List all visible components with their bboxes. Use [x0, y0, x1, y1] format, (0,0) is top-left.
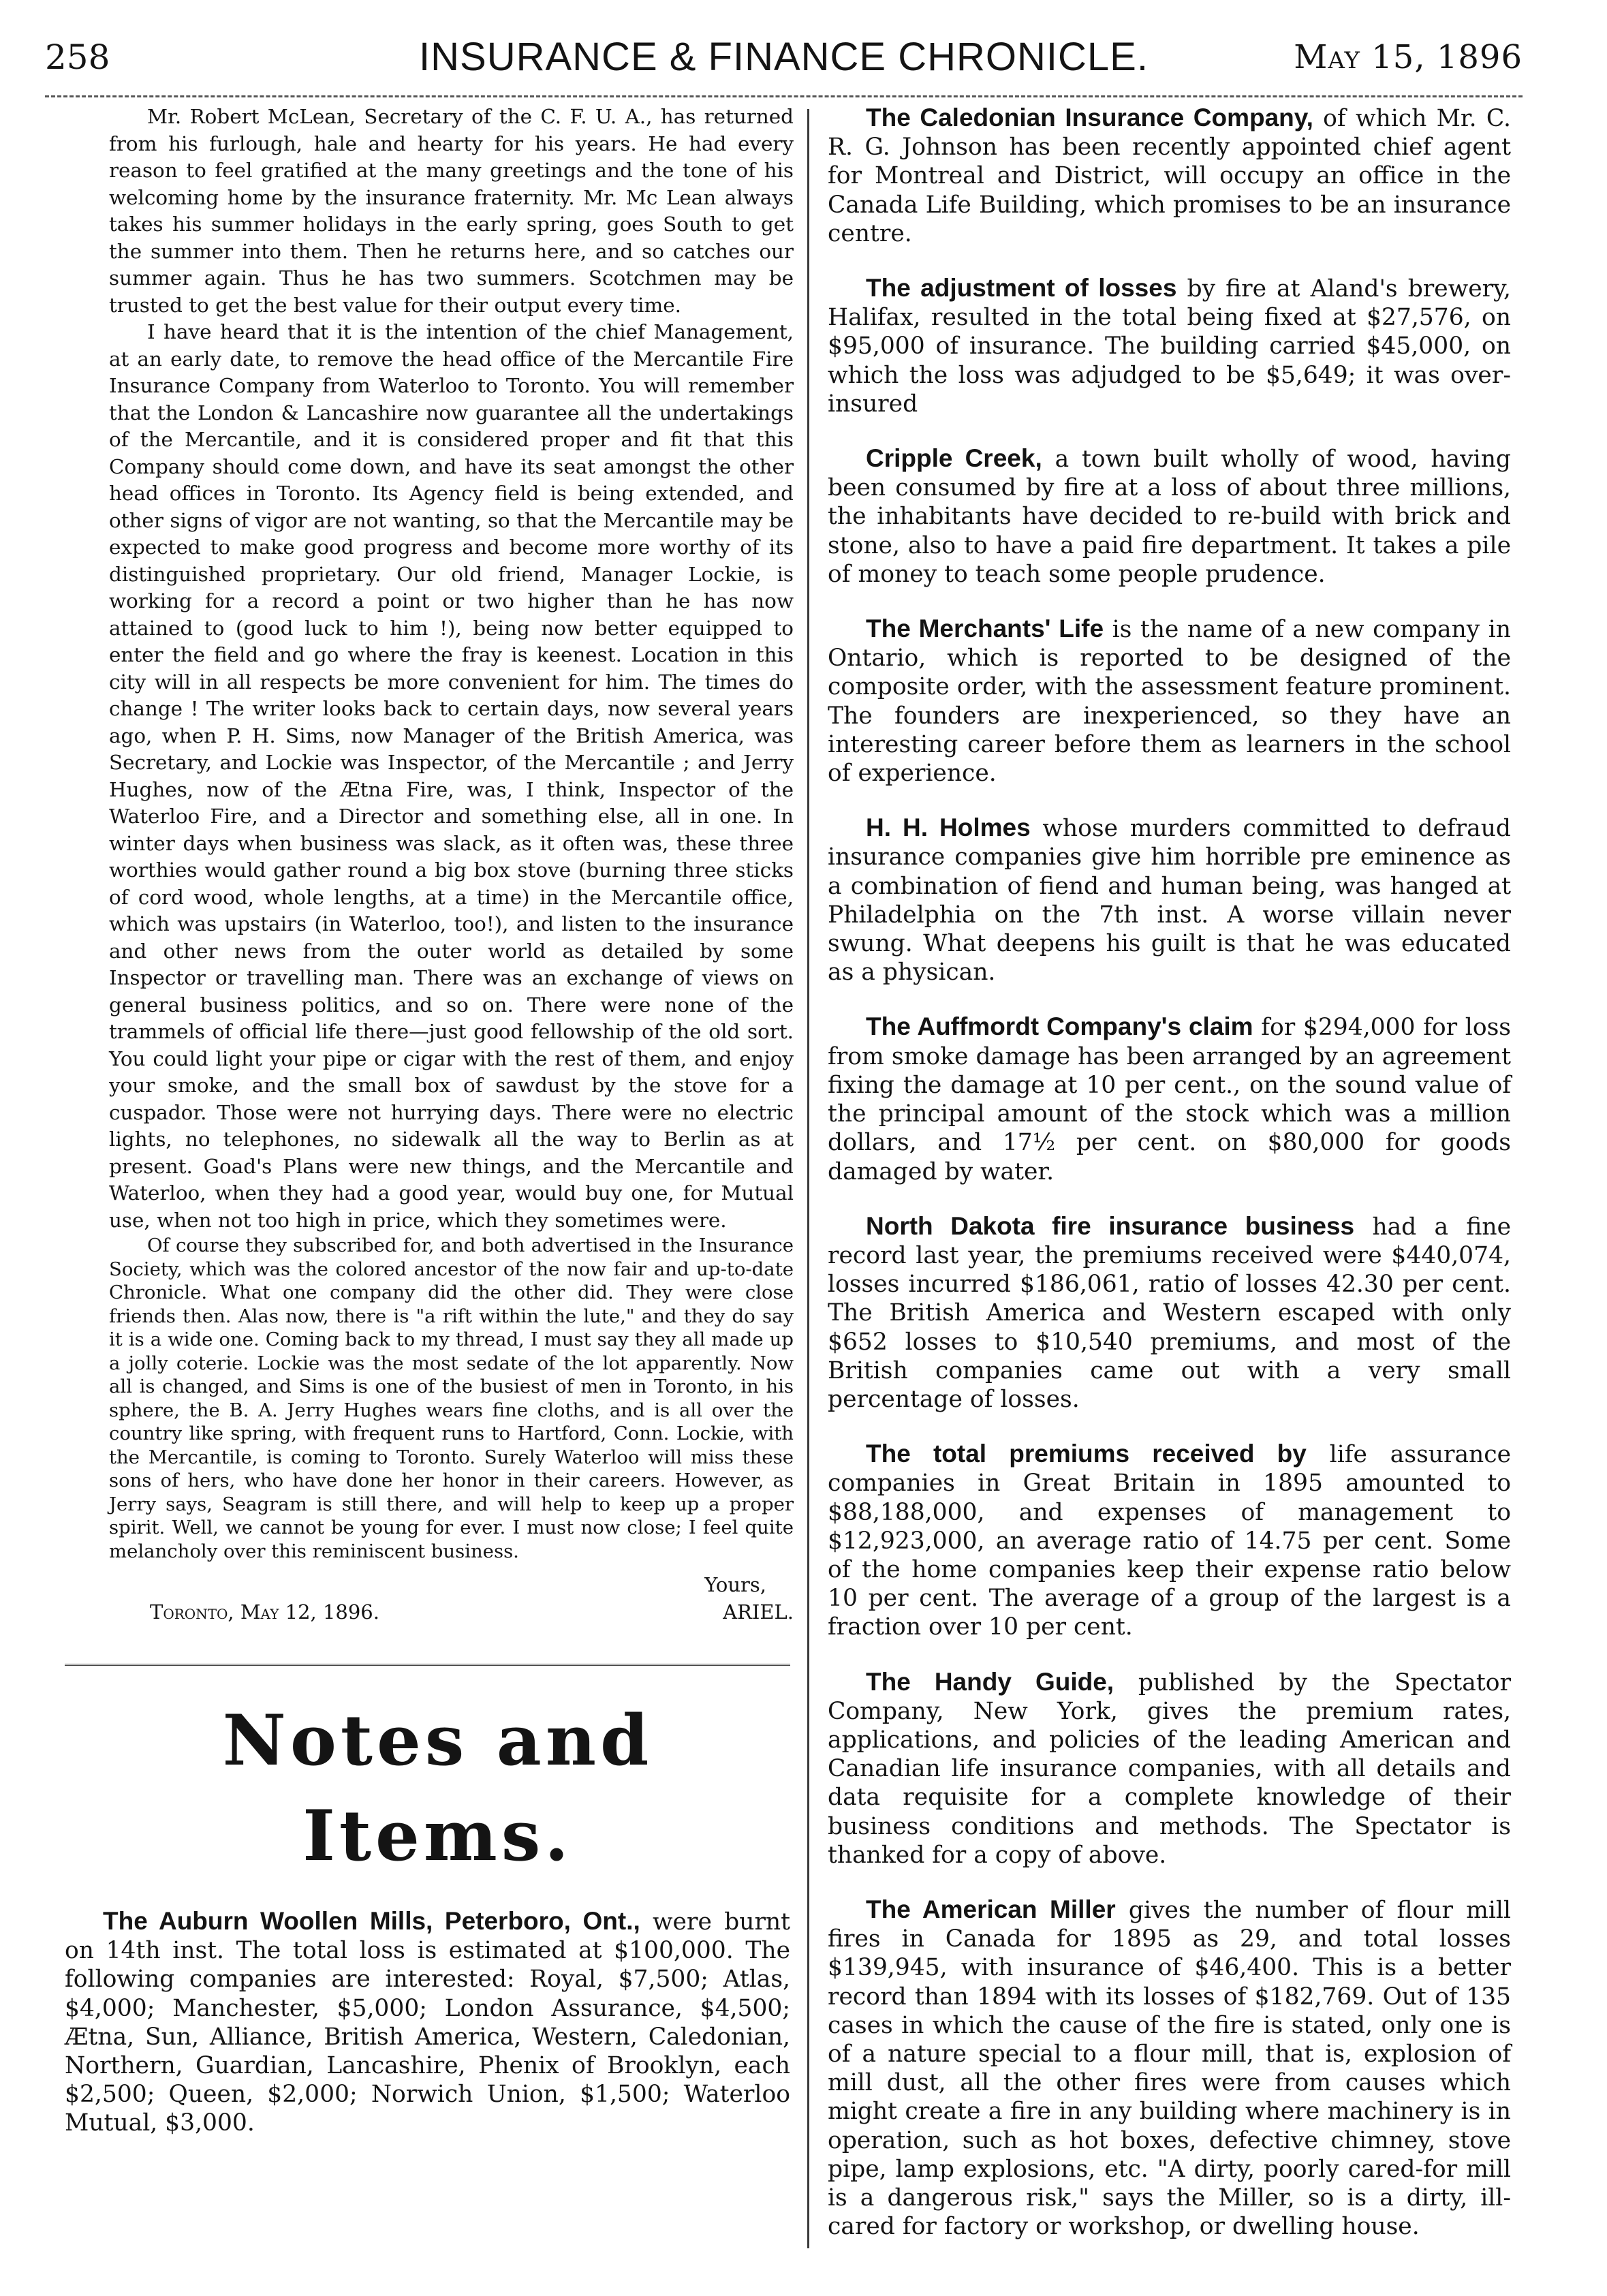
left-column — [65, 104, 794, 2138]
right-column — [828, 104, 1511, 2241]
news-item-lead: The Merchants' Life — [866, 615, 1104, 643]
news-item-text: had a fine record last year, the premiums received were $440,074, losses incurred $186,061, ratio of losses 42.30 per cent. The British America and Western escaped with only $652 losses to $10,540 premiums, and most of the British companies came out with a very small percentage of losses. — [828, 1213, 1512, 1413]
section-title: Notes and Items. — [222, 1700, 653, 1877]
news-item-text: of which Mr. C. R. G. Johnson has been recently appointed chief agent for Montreal and District, will occupy an office in the Canada Life Building, which promises to be an insurance centre. — [828, 105, 1511, 247]
letter — [109, 104, 794, 1626]
news-item-lead: The Handy Guide, — [866, 1667, 1114, 1696]
publication-title: INSURANCE & FINANCE CHRONICLE. — [419, 35, 1149, 79]
letter-signature: ARIEL. — [723, 1600, 794, 1624]
news-item-text: were burnt on 14th inst. The total loss is estimated at $100,000. The following companies are interested: Royal, $7,500; Atlas, $4,000; Manchester, $5,000; London Assurance, $4,500; Ætna, Sun, Alliance, British America, Western, Caledonian, Northern, Guardian, Lancashire, Phenix of Brooklyn, each $2,500; Queen, $2,000; Norwich Union, $1,500; Waterloo Mutual, $3,000. — [65, 1908, 791, 2137]
page-number: 258 — [45, 37, 110, 77]
news-item — [828, 1668, 1511, 1870]
column-divider — [807, 109, 809, 2248]
news-item — [828, 444, 1511, 589]
news-item-lead: Cripple Creek, — [866, 444, 1042, 473]
news-item-lead: The total premiums received by — [866, 1440, 1307, 1468]
news-item — [828, 1012, 1511, 1185]
news-item-text: published by the Spectator Company, New York, gives the premium rates, applications, and policies of the leading American and Canadian life insurance companies, with all details and data requisite for a complete knowledge of their business conditions and methods. The Spectator is thanked for a copy of above. — [828, 1669, 1511, 1869]
news-item — [828, 1440, 1511, 1641]
section-rule — [65, 1664, 790, 1666]
letter-signature-row — [109, 1598, 794, 1626]
issue-date: May 15, 1896 — [1294, 38, 1523, 76]
news-item — [828, 615, 1511, 788]
news-item-text: whose murders committed to defraud insurance companies give him horrible pre eminence as a combination of fiend and human being, was hanged at Philadelphia on the 7th inst. A worse villain never swung. What deepens his guilt is that he was educated as a physican. — [828, 815, 1511, 987]
letter-dateline: Toronto, May 12, 1896. — [150, 1600, 379, 1624]
letter-paragraph-small: Of course they subscribed for, and both advertised in the Insurance Society, which was the colored ancestor of the now fair and up-to-date Chronicle. What one company did the other did. They were close friends then. Alas now, there is "a rift within the lute," and they do say it is a wide one. Coming back to my thread, I must say they all made up a jolly coterie. Lockie was the most sedate of the lot apparently. Now all is changed, and Sims is one of the busiest of men in Toronto, in his sphere, the B. A. Jerry Hughes wears fine cloths, and is all over the country like spring, with frequent runs to Hartford, Conn. Lockie, with the Mercantile, is coming to Toronto. Surely Waterloo will miss these sons of hers, who have done her honor in their careers. However, as Jerry says, Seagram is still there, and will help to keep up a proper spirit. Well, we cannot be young for ever. I must now close; I feel quite melancholy over this reminiscent business. — [109, 1235, 794, 1562]
news-item — [828, 274, 1511, 418]
news-item-lead: The American Miller — [866, 1895, 1116, 1923]
news-item — [828, 813, 1511, 987]
news-item-text: a town built wholly of wood, having been consumed by fire at a loss of about three millions, the inhabitants have decided to re-build with brick and stone, also to have a paid fire department. It takes a pile of money to teach some people prudence. — [828, 446, 1512, 588]
news-item — [828, 1212, 1511, 1414]
news-item — [828, 104, 1511, 248]
page-header — [45, 26, 1523, 89]
header-rule — [45, 95, 1523, 97]
news-item-text: by fire at Aland's brewery, Halifax, resulted in the total being fixed at $27,576, on $95,000 of insurance. The building carried $45,000, on which the loss was adjudged to be $5,649; it was over-insured — [828, 275, 1512, 418]
news-item-text: gives the number of flour mill fires in Canada for 1895 as 29, and total losses $139,945, with insurance of $46,400. This is a better record than 1894 with its losses of $182,769. Out of 135 cases in which the cause of the fire is stated, only one is of a nature special to a flour mill, that is, explosion of mill dust, all the other fires were from causes which might create a fire in any building where machinery is in operation, such as hot boxes, defective chimney, stove pipe, lamp explosions, etc. "A dirty, poorly cared-for mill is a dangerous risk," says the Miller, so is a dirty, ill-cared for factory or workshop, or dwelling house. — [828, 1896, 1511, 2241]
news-item-text: life assurance companies in Great Britain in 1895 amounted to $88,188,000, and expenses of management to $12,923,000, an average ratio of 14.75 per cent. Some of the home companies keep their expense ratio below 10 per cent. The average of a group of the largest is a fraction over 10 per cent. — [828, 1441, 1512, 1641]
news-item-lead: The Caledonian Insurance Company, — [866, 104, 1313, 131]
letter-closing: Yours, — [704, 1573, 766, 1596]
news-item-lead: H. H. Holmes — [866, 813, 1031, 842]
news-item-lead: North Dakota fire insurance business — [866, 1211, 1355, 1240]
news-item-lead: The Auffmordt Company's claim — [866, 1012, 1253, 1041]
news-item-text: for $294,000 for loss from smoke damage has been arranged by an agreement fixing the damage at 10 per cent., on the sound value of the principal amount of the stock which was a million dollars, and 17½ per cent. on $80,000 for goods damaged by water. — [828, 1014, 1512, 1185]
news-item-text: is the name of a new company in Ontario, which is reported to be designed of the composite order, with the assessment feature prominent. The founders are inexperienced, so they have an interesting career before them as learners in the school of experience. — [828, 616, 1511, 788]
letter-paragraph: I have heard that it is the intention of the chief Management, at an early date, to remove the head office of the Mercantile Fire Insurance Company from Waterloo to Toronto. You will remember that the London & Lancashire now guarantee all the undertakings of the Mercantile, and it is considered proper and fit that this Company should come down, and have its seat amongst the other head offices in Toronto. Its Agency field is being extended, and other signs of vigor are not wanting, so that the Mercantile may be expected to make good progress and become more worthy of its distinguished proprietary. Our old friend, Manager Lockie, is working for a record a point or two higher than he has now attained to (good luck to him !), being now better equipped to enter the field and go where the fray is keenest. Location in this city will in all respects be more convenient for him. The times do change ! The writer looks back to certain days, now several years ago, when P. H. Sims, now Manager of the British America, was Secretary, and Lockie was Inspector, of the Mercantile ; and Jerry Hughes, now of the Ætna Fire, was, I think, Inspector of the Waterloo Fire, and a Director and something else, all in one. In winter days when business was slack, as it often was, these three worthies would gather round a big box stove (burning three sticks of cord wood, whole lengths, at a time) in the Mercantile office, which was upstairs (in Waterloo, too!), and listen to the insurance and other news from the outer world as detailed by some Inspector or travelling man. There was an exchange of views on general business politics, and so on. There were none of the trammels of official life there—just good fellowship of the old sort. You could light your pipe or cigar with the rest of them, and enjoy your smoke, and the small box of sawdust by the stove for a cuspador. Those were not hurrying days. There were no electric lights, no telephones, no sidewalk all the way to Berlin as at present. Goad's Plans were new things, and the Mercantile and Waterloo, when they had a good year, would buy one, for Mutual use, when not too high in price, which they sometimes were. — [109, 320, 794, 1232]
news-item — [828, 1895, 1511, 2241]
news-item-lead: The adjustment of losses — [866, 274, 1177, 302]
news-item — [65, 1907, 790, 2138]
letter-paragraph: Mr. Robert McLean, Secretary of the C. F. U. A., has returned from his furlough, hale and hearty for his years. He had every reason to feel gratified at the many greetings and the tone of his welcoming home by the insurance fraternity. Mr. Mc Lean always takes his summer holidays in the early spring, goes South to get the summer into them. Then he returns here, and so catches our summer again. Thus he has two summers. Scotchmen may be trusted to get the best value for their output every time. — [109, 105, 794, 317]
news-item-lead: The Auburn Woollen Mills, Peterboro, Ont., — [103, 1907, 640, 1935]
